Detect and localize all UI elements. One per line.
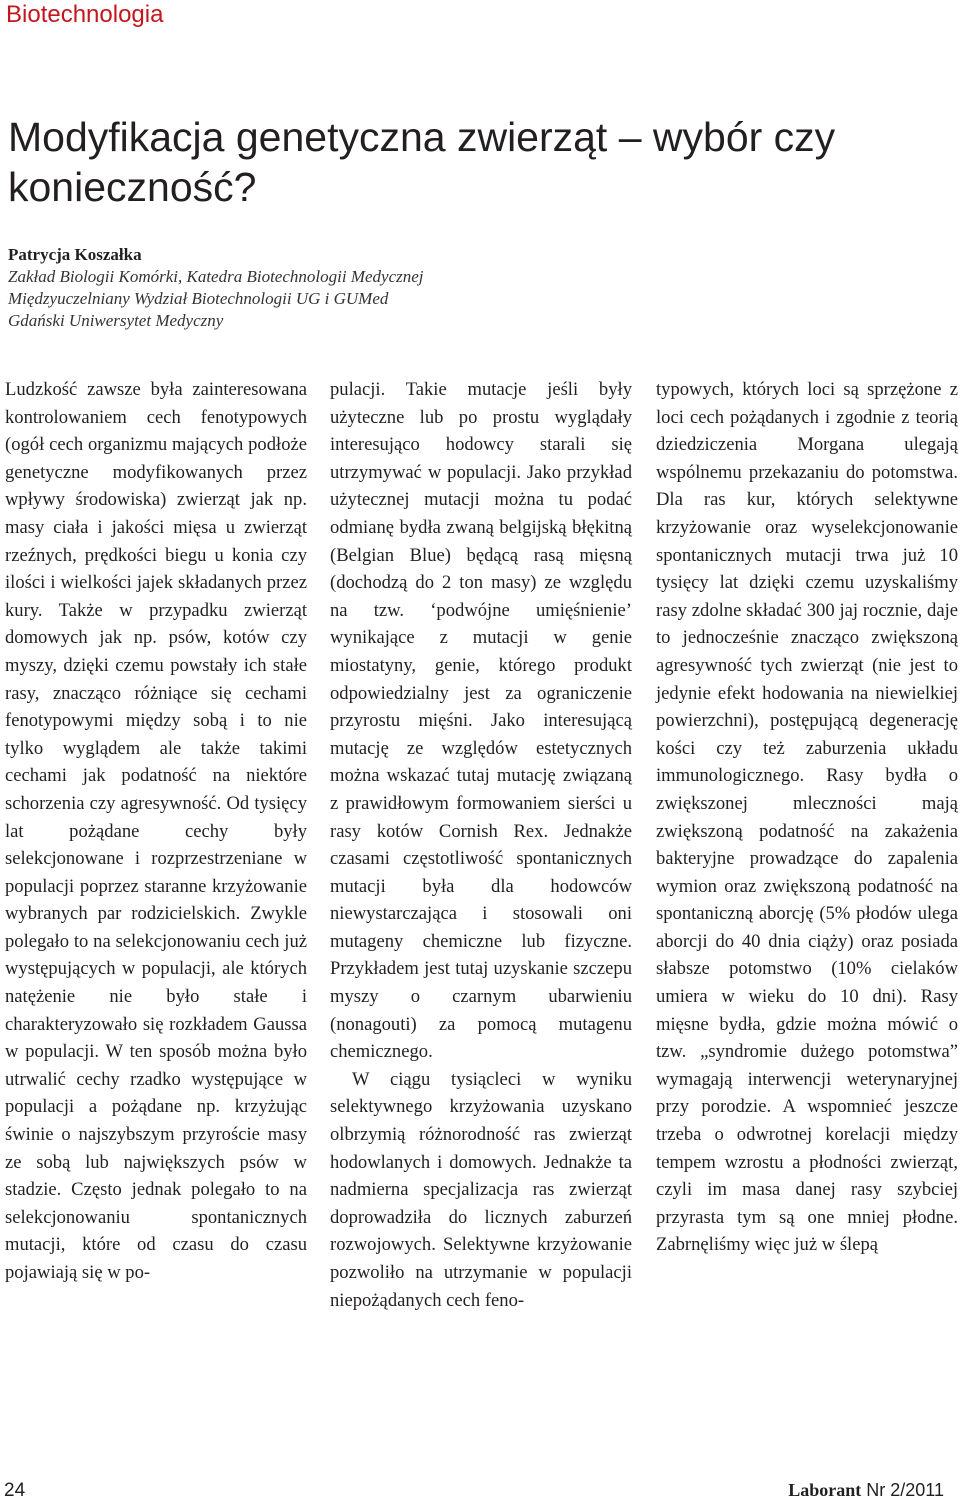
paragraph: Ludzkość zawsze była zainteresowana kontrolowaniem cech fenotypowych (ogół cech organizmu mających podłoże genetyczne modyfikowanych przez wpływy środowiska) zwierząt jak np. masy ciała i jakości mięsa u zwierząt rzeźnych, prędkości biegu u konia czy ilości i wielkości jajek składanych przez kury. Także w przypadku zwierząt domowych jak np. psów, kotów czy myszy, dzięki czemu powstały ich stałe rasy, znacząco różniące się cechami fenotypowymi między sobą i to nie tylko wyglądem ale także takimi cechami jak podatność na niektóre schorzenia czy agresywność. Od tysięcy lat pożądane cechy były selekcjonowane i rozprzestrzeniane w populacji poprzez staranne krzyżowanie wybranych par rodzicielskich. Zwykle polegało to na selekcjonowaniu cech już występujących w populacji, ale których natężenie nie było stałe i charakteryzowało się rozkładem Gaussa w populacji. W ten sposób można było utrwalić cechy rzadko występujące w populacji a pożądane np. krzyżując świnie o najszybszym przyroście masy ze sobą lub największych psów w stadzie. Często jednak polegało to na selekcjonowaniu spontanicznych mutacji, które od czasu do czasu pojawiają się w po- (5, 379, 307, 1283)
article-title: Modyfikacja genetyczna zwierząt – wybór czy konieczność? (8, 114, 836, 210)
affiliation-line: Zakład Biologii Komórki, Katedra Biotechnologii Medycznej (8, 267, 424, 286)
paragraph: pulacji. Takie mutacje jeśli były użyteczne lub po prostu wyglądały interesująco hodowcy starali się utrzymywać w populacji. Jako przykład użytecznej mutacji można tu podać odmianę bydła zwaną belgijską błękitną (Belgian Blue) będącą rasą mięsną (dochodzą do 2 ton masy) ze względu na tzw. ‘podwójne umięśnienie’ wynikające z mutacji w genie miostatyny, genie, którego produkt odpowiedzialny jest za ograniczenie przyrostu mięśni. Jako interesującą mutację ze względów estetycznych można wskazać tutaj mutację związaną z prawidłowym formowaniem sierści u rasy kotów Cornish Rex. Jednakże czasami częstotliwość spontanicznych mutacji była dla hodowców niewystarczająca i stosowali oni mutageny chemiczne lub fizyczne. Przykładem jest tutaj uzyskanie szczepu myszy o czarnym ubarwieniu (nonagouti) za pomocą mutagenu chemicznego. (330, 379, 632, 1063)
journal-name: Laborant (788, 1480, 862, 1500)
journal-footer (788, 1480, 944, 1501)
page-number: 24 (4, 1480, 26, 1501)
affiliation-line: Gdański Uniwersytet Medyczny (8, 311, 224, 330)
affiliation-line: Międzyuczelniany Wydział Biotechnologii UG i GUMed (8, 289, 389, 308)
author-block (8, 244, 708, 332)
paragraph: W ciągu tysiącleci w wyniku selektywnego krzyżowania uzyskano olbrzymią różnorodność ras zwierząt hodowlanych i domowych. Jednakże ta nadmierna specjalizacja ras zwierząt doprowadziła do licznych zaburzeń rozwojowych. Selektywne krzyżowanie pozwoliło na utrzymanie w populacji niepożądanych cech feno- (330, 1068, 632, 1311)
author-name: Patrycja Koszałka (8, 245, 142, 264)
column-1 (5, 376, 307, 1287)
section-label: Biotechnologia (6, 1, 164, 28)
body-columns (0, 376, 960, 1466)
column-2 (330, 376, 632, 1314)
column-3 (656, 376, 958, 1259)
paragraph: typowych, których loci są sprzężone z loci cech pożądanych i zgodnie z teorią dziedziczenia Morgana ulegają wspólnemu przekazaniu do potomstwa. Dla ras kur, których selektywne krzyżowanie oraz wyselekcjonowanie spontanicznych mutacji trwa już 10 tysięcy lat dzięki czemu uzyskaliśmy rasy zdolne składać 300 jaj rocznie, daje to jednocześnie znacząco zwiększoną agresywność tych zwierząt (nie jest to jedynie efekt hodowania na niewielkiej powierzchni), postępującą degenerację kości czy też zaburzenia układu immunologicznego. Rasy bydła o zwiększonej mleczności mają zwiększoną podatność na zakażenia bakteryjne prowadzące do zapalenia wymion oraz zwiększoną podatność na spontaniczną aborcję (5% płodów ulega aborcji do 40 dnia ciąży) oraz posiada słabsze potomstwo (10% cielaków umiera w wieku do 10 dni). Rasy mięsne bydła, gdzie można mówić o tzw. „syndromie dużego potomstwa” wymagają interwencji weterynaryjnej przy porodzie. A wspomnieć jeszcze trzeba o odwrotnej korelacji między tempem wzrostu a płodności zwierząt, czyli im masa danej rasy szybciej przyrasta tym są one mniej płodne. Zabrnęliśmy więc już w ślepą (656, 379, 958, 1256)
journal-issue: Nr 2/2011 (866, 1480, 944, 1500)
